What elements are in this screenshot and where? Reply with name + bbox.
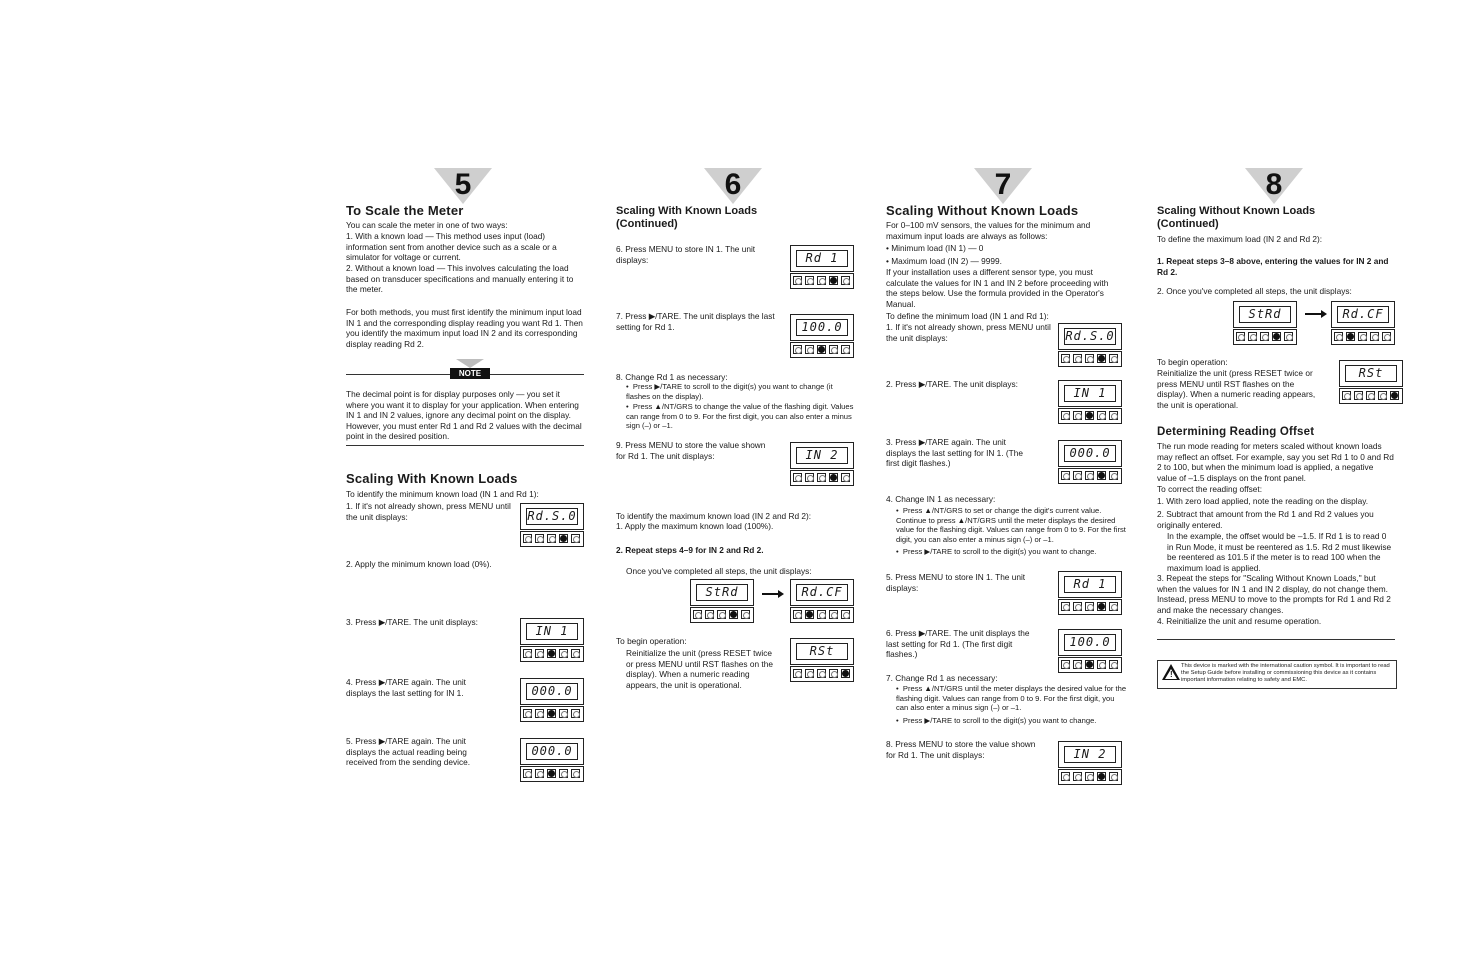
lcd-reading: Rd 1 [796, 250, 848, 267]
arrow-right-icon [762, 593, 780, 595]
lcd-reading: 000.0 [526, 683, 578, 700]
lcd-display [1058, 440, 1122, 484]
arrow-right-icon [1305, 313, 1323, 315]
note-badge: NOTE [450, 368, 490, 379]
lcd-reading: Rd.S.0 [1065, 329, 1115, 343]
lcd-display [520, 503, 584, 547]
col8-step1: 1. Repeat steps 3–8 above, entering the values for IN 2 and Rd 2. [1157, 256, 1389, 277]
lcd-display [1339, 360, 1403, 404]
col7-step7: 7. Change Rd 1 as necessary: [886, 673, 998, 683]
section-8-title: Scaling Without Known Loads (Continued) [1157, 205, 1316, 230]
lcd-display [1058, 380, 1122, 424]
lcd-display [1058, 323, 1122, 367]
col6-step8b-text: Press ▲/NT/GRS to change the value of the flashing digit. Values can range from 0 to 9. For the first digit, you can also enter a minus sign (–) or –1. [626, 402, 854, 431]
lcd-display [1058, 629, 1122, 673]
col7-step4b-text: Press ▶/TARE to scroll to the digit(s) you want to change. [902, 547, 1097, 556]
lcd-reading: IN 1 [1064, 385, 1116, 402]
known-loads-title: Scaling With Known Loads [346, 471, 518, 486]
lcd-reading: IN 2 [1064, 746, 1116, 763]
col5-para: For both methods, you must first identify the minimum input load IN 1 and the corresponding display reading you want Rd 1. Then you identify the maximum input load IN 2 and its corresponding display reading Rd 2. [346, 307, 583, 349]
col6-max-intro: To identify the maximum known load (IN 2 and Rd 2): [616, 511, 812, 521]
offset-title: Determining Reading Offset [1157, 426, 1315, 438]
lcd-display [790, 638, 854, 682]
col6-step7: 7. Press ▶/TARE. The unit displays the last setting for Rd 1. [616, 311, 775, 332]
col5-item2: 2. Without a known load — This involves calculating the load based on transducer specifications and manually entering it to the meter. [346, 263, 574, 295]
section-7-title: Scaling Without Known Loads [886, 203, 1079, 218]
col7-step2: 2. Press ▶/TARE. The unit displays: [886, 379, 1018, 389]
col7-step4: 4. Change IN 1 as necessary: [886, 494, 996, 504]
lcd-display [790, 579, 854, 623]
col6-step8b: • Press ▲/NT/GRS to change the value of the flashing digit. Values can range from 0 to 9. For the first digit, you can also enter a minus sign (–) or –1. [626, 402, 854, 431]
lcd-display [520, 678, 584, 722]
col6-begin-text: Reinitialize the unit (press RESET twice or press MENU until RST flashes on the display). When a numeric reading appears, the unit is operational. [626, 648, 773, 690]
lcd-reading: RSt [1345, 365, 1397, 382]
col8-begin-text: Reinitialize the unit (press RESET twice or press MENU until RST flashes on the display). When a numeric reading appears, the unit is operational. [1157, 368, 1316, 410]
col7-step7a-text: Press ▲/NT/GRS until the meter displays the desired value for the flashing digit. Values can range from 0 to 9. For the first digit, you can also enter a minus sign (–) or –1. [896, 684, 1127, 713]
lcd-reading: Rd 1 [1064, 576, 1116, 593]
offset-step3: 3. Repeat the steps for "Scaling Without Known Loads," but when the values for IN 1 and IN 2 display, do not change them. Instead, press MENU to move to the prompts for Rd 1 and Rd 2 and make the necessary changes. [1157, 573, 1391, 615]
col6-completed: Once you've completed all steps, the unit displays: [626, 566, 812, 576]
lcd-reading: Rd.S.0 [527, 509, 577, 523]
col6-begin: To begin operation: [616, 636, 687, 646]
col5-intro: You can scale the meter in one of two ways: [346, 220, 508, 230]
caution-box [1157, 660, 1397, 689]
lcd-reading: StRd [696, 584, 748, 601]
col8-step2: 2. Once you've completed all steps, the unit displays: [1157, 286, 1352, 296]
col8-begin: To begin operation: [1157, 357, 1228, 367]
lcd-display [1058, 571, 1122, 615]
offset-step2: 2. Subtract that amount from the Rd 1 and Rd 2 values you originally entered. [1157, 509, 1374, 530]
lcd-reading: 100.0 [1064, 634, 1116, 651]
lcd-reading: StRd [1239, 306, 1291, 323]
caution-icon-mark: ! [1170, 670, 1173, 679]
col7-step5: 5. Press MENU to store IN 1. The unit displays: [886, 572, 1026, 593]
col6-step9: 9. Press MENU to store the value shown for Rd 1. The unit displays: [616, 440, 766, 461]
offset-step4: 4. Reinitialize the unit and resume operation. [1157, 616, 1322, 626]
section-8-number: 8 [1265, 168, 1283, 201]
col6-max-2: 2. Repeat steps 4–9 for IN 2 and Rd 2. [616, 545, 764, 555]
col7-intro: For 0–100 mV sensors, the values for the minimum and maximum input loads are always as follows: [886, 220, 1091, 241]
note-pointer-icon [456, 359, 484, 368]
section-5-title: To Scale the Meter [346, 203, 464, 218]
caution-text: This device is marked with the international caution symbol. It is important to read the Setup Guide before installing or commissioning this device as it contains important information relating to safety and EMC. [1181, 663, 1390, 684]
lcd-display [1331, 301, 1395, 345]
lcd-display [520, 738, 584, 782]
section-6-title: Scaling With Known Loads (Continued) [616, 205, 758, 230]
col7-step8: 8. Press MENU to store the value shown for Rd 1. The unit displays: [886, 739, 1036, 760]
lcd-display [790, 442, 854, 486]
col5-step1: 1. If it's not already shown, press MENU until the unit displays: [346, 501, 511, 522]
col7-para: If your installation uses a different sensor type, you must calculate the values for IN 1 and IN 2 before proceeding with the steps below. Use the formula provided in the Operator's Manual. [886, 267, 1109, 309]
lcd-display [790, 314, 854, 358]
known-loads-intro: To identify the minimum known load (IN 1 and Rd 1): [346, 489, 539, 499]
col7-step4b: • Press ▶/TARE to scroll to the digit(s) you want to change. [896, 547, 1097, 556]
col6-max-1: 1. Apply the maximum known load (100%). [616, 521, 774, 531]
lcd-reading: 100.0 [796, 319, 848, 336]
col5-step2: 2. Apply the minimum known load (0%). [346, 559, 492, 569]
lcd-display [690, 579, 754, 623]
lcd-reading: IN 1 [526, 623, 578, 640]
note-text: The decimal point is for display purposes only — you set it where you want it to display for your application. When entering IN 1 and IN 2 values, ignore any decimal point on the display. However, you must enter Rd 1 and Rd 2 values with the decimal point in the desired position. [346, 389, 582, 442]
col6-step8: 8. Change Rd 1 as necessary: [616, 372, 728, 382]
section-7-number: 7 [994, 168, 1012, 201]
offset-para: The run mode reading for meters scaled without known loads may reflect an offset. For example, say you set Rd 1 to 0 and Rd 2 to 100, but when the minimum load is applied, a negative value of –1.5 displays on the front panel. [1157, 441, 1394, 483]
offset-step2b: In the example, the offset would be –1.5. If Rd 1 is to read 0 in Run Mode, it must be reentered as 1.5. Rd 2 must likewise be reentered as 101.5 if the meter is to read 100 when the maximum load is applied. [1167, 531, 1392, 573]
col7-step6: 6. Press ▶/TARE. The unit displays the last setting for Rd 1. (The first digit flashes.) [886, 628, 1030, 660]
col7-min: • Minimum load (IN 1) — 0 [886, 243, 984, 253]
lcd-display [1058, 741, 1122, 785]
lcd-reading: 000.0 [1064, 445, 1116, 462]
col5-step3: 3. Press ▶/TARE. The unit displays: [346, 617, 478, 627]
col7-step4a-text: Press ▲/NT/GRS to set or change the digit's current value. Continue to press ▲/NT/GRS until the meter displays the desired value for the flashing digit. Values can range from 0 to 9. For the first digit, you can also enter a minus sign (–) or –1. [896, 506, 1126, 544]
col5-step4: 4. Press ▶/TARE again. The unit displays the last setting for IN 1. [346, 677, 466, 698]
lcd-display [1233, 301, 1297, 345]
offset-step1: 1. With zero load applied, note the reading on the display. [1157, 496, 1369, 506]
lcd-reading: 000.0 [526, 743, 578, 760]
col7-step7a: • Press ▲/NT/GRS until the meter displays the desired value for the flashing digit. Values can range from 0 to 9. For the first digit, you can also enter a minus sign (–) or –1. [896, 684, 1127, 713]
lcd-reading: RSt [796, 643, 848, 660]
section-5-number: 5 [454, 168, 472, 201]
col7-step1: 1. If it's not already shown, press MENU until the unit displays: [886, 322, 1051, 343]
lcd-display [790, 245, 854, 289]
col7-max: • Maximum load (IN 2) — 9999. [886, 256, 1002, 266]
col6-step6: 6. Press MENU to store IN 1. The unit displays: [616, 244, 756, 265]
col6-step8a: • Press ▶/TARE to scroll to the digit(s) you want to change (it flashes on the display). [626, 382, 833, 401]
col5-item1: 1. With a known load — This method uses input (load) information sent from another device such as a scale or a simulator for voltage or current. [346, 231, 557, 263]
col7-step3: 3. Press ▶/TARE again. The unit displays the last setting for IN 1. (The first digit flashes.) [886, 437, 1023, 469]
offset-correct: To correct the reading offset: [1157, 484, 1262, 494]
lcd-reading: Rd.CF [1337, 306, 1389, 323]
col7-step4a: • Press ▲/NT/GRS to set or change the digit's current value. Continue to press ▲/NT/GRS until the meter displays the desired value for the flashing digit. Values can range from 0 to 9. For the first digit, you can also enter a minus sign (–) or –1. [896, 506, 1126, 544]
note-bottom-rule [346, 445, 584, 446]
col7-define: To define the minimum load (IN 1 and Rd 1): [886, 311, 1049, 321]
col5-step5: 5. Press ▶/TARE again. The unit displays the actual reading being received from the sending device. [346, 736, 471, 768]
col8-define: To define the maximum load (IN 2 and Rd 2): [1157, 234, 1323, 244]
offset-bottom-rule [1157, 639, 1395, 640]
lcd-reading: Rd.CF [796, 584, 848, 601]
section-6-number: 6 [724, 168, 742, 201]
lcd-reading: IN 2 [796, 447, 848, 464]
col6-step8a-text: Press ▶/TARE to scroll to the digit(s) you want to change (it flashes on the display). [626, 382, 833, 401]
col7-step7b-text: Press ▶/TARE to scroll to the digit(s) you want to change. [902, 716, 1097, 725]
lcd-display [520, 618, 584, 662]
col7-step7b: • Press ▶/TARE to scroll to the digit(s) you want to change. [896, 716, 1097, 725]
